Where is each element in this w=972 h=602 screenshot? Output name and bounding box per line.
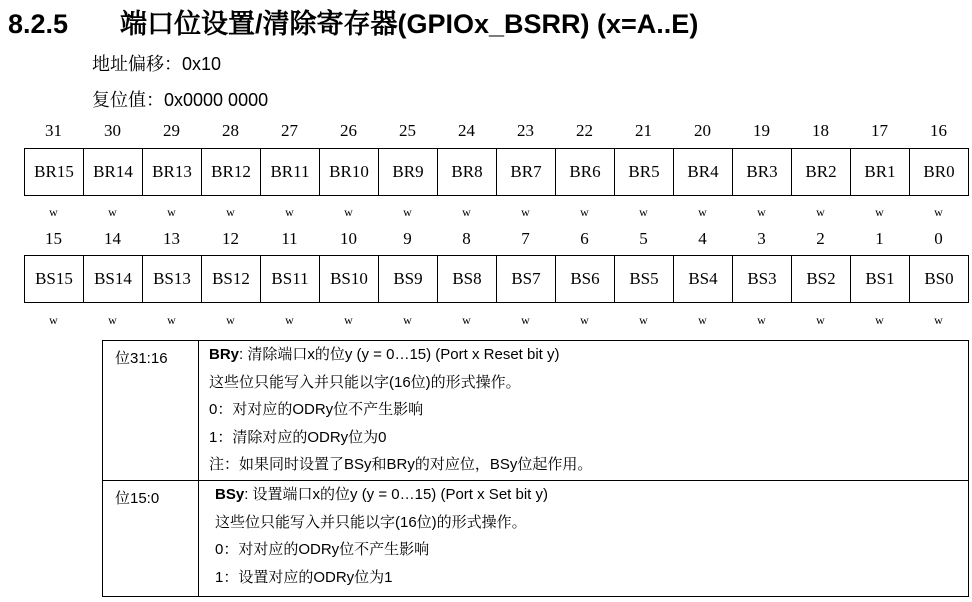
bit-number: 18 [812,121,829,140]
access-type: w [344,205,353,219]
register-field: BR7 [497,149,556,195]
access-type: w [757,313,766,327]
access-type: w [49,205,58,219]
lower-register-field-row [24,255,969,303]
bit-description-table [102,340,969,597]
access-type: w [580,313,589,327]
register-field: BR3 [733,149,792,195]
register-field: BR5 [615,149,674,195]
register-field: BS11 [261,256,320,302]
field-name: BSy [215,486,245,503]
access-type: w [521,205,530,219]
access-type: w [285,313,294,327]
bit-number: 11 [281,229,298,248]
register-field: BR10 [320,149,379,195]
bit-number: 1 [875,229,884,248]
access-type: w [757,205,766,219]
reset-value: 复位值：0x0000 0000 [92,90,269,110]
register-field: BS8 [438,256,497,302]
access-type: w [167,313,176,327]
bit-number: 16 [930,121,947,140]
register-field: BS13 [143,256,202,302]
register-field: BR14 [84,149,143,195]
register-field: BR8 [438,149,497,195]
access-type: w [698,313,707,327]
bit-number: 31 [45,121,62,140]
description-line: 0：对对应的ODRy位不产生影响 [215,541,430,558]
bs-description-section [103,481,968,596]
register-field: BR1 [851,149,910,195]
access-type: w [934,205,943,219]
lower-bit-number-row [24,229,968,249]
register-field: BR0 [910,149,969,195]
register-field: BR6 [556,149,615,195]
br-description-section [103,341,968,481]
register-field: BS9 [379,256,438,302]
register-field: BR13 [143,149,202,195]
access-type: w [344,313,353,327]
bit-number: 21 [635,121,652,140]
description-line: 这些位只能写入并只能以字(16位)的形式操作。 [209,373,521,391]
address-offset: 地址偏移：0x10 [92,54,222,74]
description-line: 0：对对应的ODRy位不产生影响 [209,401,424,418]
description-line: 1：设置对应的ODRy位为1 [215,568,393,586]
bit-number: 15 [45,229,62,248]
upper-register-field-row [24,148,969,196]
register-field: BS3 [733,256,792,302]
access-type: w [226,313,235,327]
upper-access-row [24,205,968,220]
bit-number: 24 [458,121,475,140]
lower-access-row [24,313,968,328]
bit-number: 8 [462,229,471,248]
register-field: BS15 [25,256,84,302]
register-field: BS10 [320,256,379,302]
access-type: w [816,313,825,327]
bit-number: 25 [399,121,416,140]
bit-number: 23 [517,121,534,140]
register-field: BS4 [674,256,733,302]
access-type: w [462,313,471,327]
bit-number: 30 [104,121,121,140]
bit-range-label: 位31:16 [103,341,199,480]
register-field: BR15 [25,149,84,195]
section-number: 8.2.5 [8,9,69,39]
bit-number: 0 [934,229,943,248]
access-type: w [580,205,589,219]
bit-number: 17 [871,121,888,140]
bit-number: 27 [281,121,298,140]
section-title [8,2,698,41]
register-field: BS12 [202,256,261,302]
access-type: w [875,313,884,327]
access-type: w [639,313,648,327]
bit-number: 29 [163,121,180,140]
register-field: BS7 [497,256,556,302]
description-line: 1：清除对应的ODRy位为0 [209,428,387,446]
bit-number: 13 [163,229,180,248]
description-body [209,346,592,484]
upper-bit-number-row [24,121,968,141]
access-type: w [167,205,176,219]
bit-number: 12 [222,229,239,248]
description-summary: BSy: 设置端口x的位y (y = 0…15) (Port x Set bit y) [215,486,548,503]
register-field: BS0 [910,256,969,302]
bit-number: 7 [521,229,530,248]
description-body [215,486,548,596]
access-type: w [285,205,294,219]
bit-number: 10 [340,229,357,248]
bit-number: 26 [340,121,357,140]
bit-number: 28 [222,121,239,140]
access-type: w [403,205,412,219]
bit-number: 14 [104,229,121,248]
access-type: w [639,205,648,219]
bit-number: 5 [639,229,648,248]
bit-number: 6 [580,229,589,248]
register-field: BR2 [792,149,851,195]
access-type: w [875,205,884,219]
bit-number: 4 [698,229,707,248]
field-name: BRy [209,346,240,363]
register-field: BR9 [379,149,438,195]
description-line: 这些位只能写入并只能以字(16位)的形式操作。 [215,513,527,531]
access-type: w [226,205,235,219]
section-title-text: 端口位设置/清除寄存器(GPIOx_BSRR) (x=A..E) [120,9,699,39]
access-type: w [934,313,943,327]
register-field: BS6 [556,256,615,302]
access-type: w [521,313,530,327]
description-note: 注：如果同时设置了BSy和BRy的对应位，BSy位起作用。 [209,456,593,473]
access-type: w [108,205,117,219]
bit-number: 19 [753,121,770,140]
bit-number: 22 [576,121,593,140]
access-type: w [108,313,117,327]
register-field: BS5 [615,256,674,302]
access-type: w [403,313,412,327]
register-field: BS14 [84,256,143,302]
register-field: BR12 [202,149,261,195]
bit-number: 9 [403,229,412,248]
description-summary: BRy: 清除端口x的位y (y = 0…15) (Port x Reset bit y) [209,346,560,363]
register-field: BS1 [851,256,910,302]
bit-number: 20 [694,121,711,140]
access-type: w [698,205,707,219]
bit-range-label: 位15:0 [103,481,199,596]
access-type: w [49,313,58,327]
register-field: BS2 [792,256,851,302]
register-field: BR11 [261,149,320,195]
register-field: BR4 [674,149,733,195]
access-type: w [816,205,825,219]
bit-number: 2 [816,229,825,248]
access-type: w [462,205,471,219]
bit-number: 3 [757,229,766,248]
